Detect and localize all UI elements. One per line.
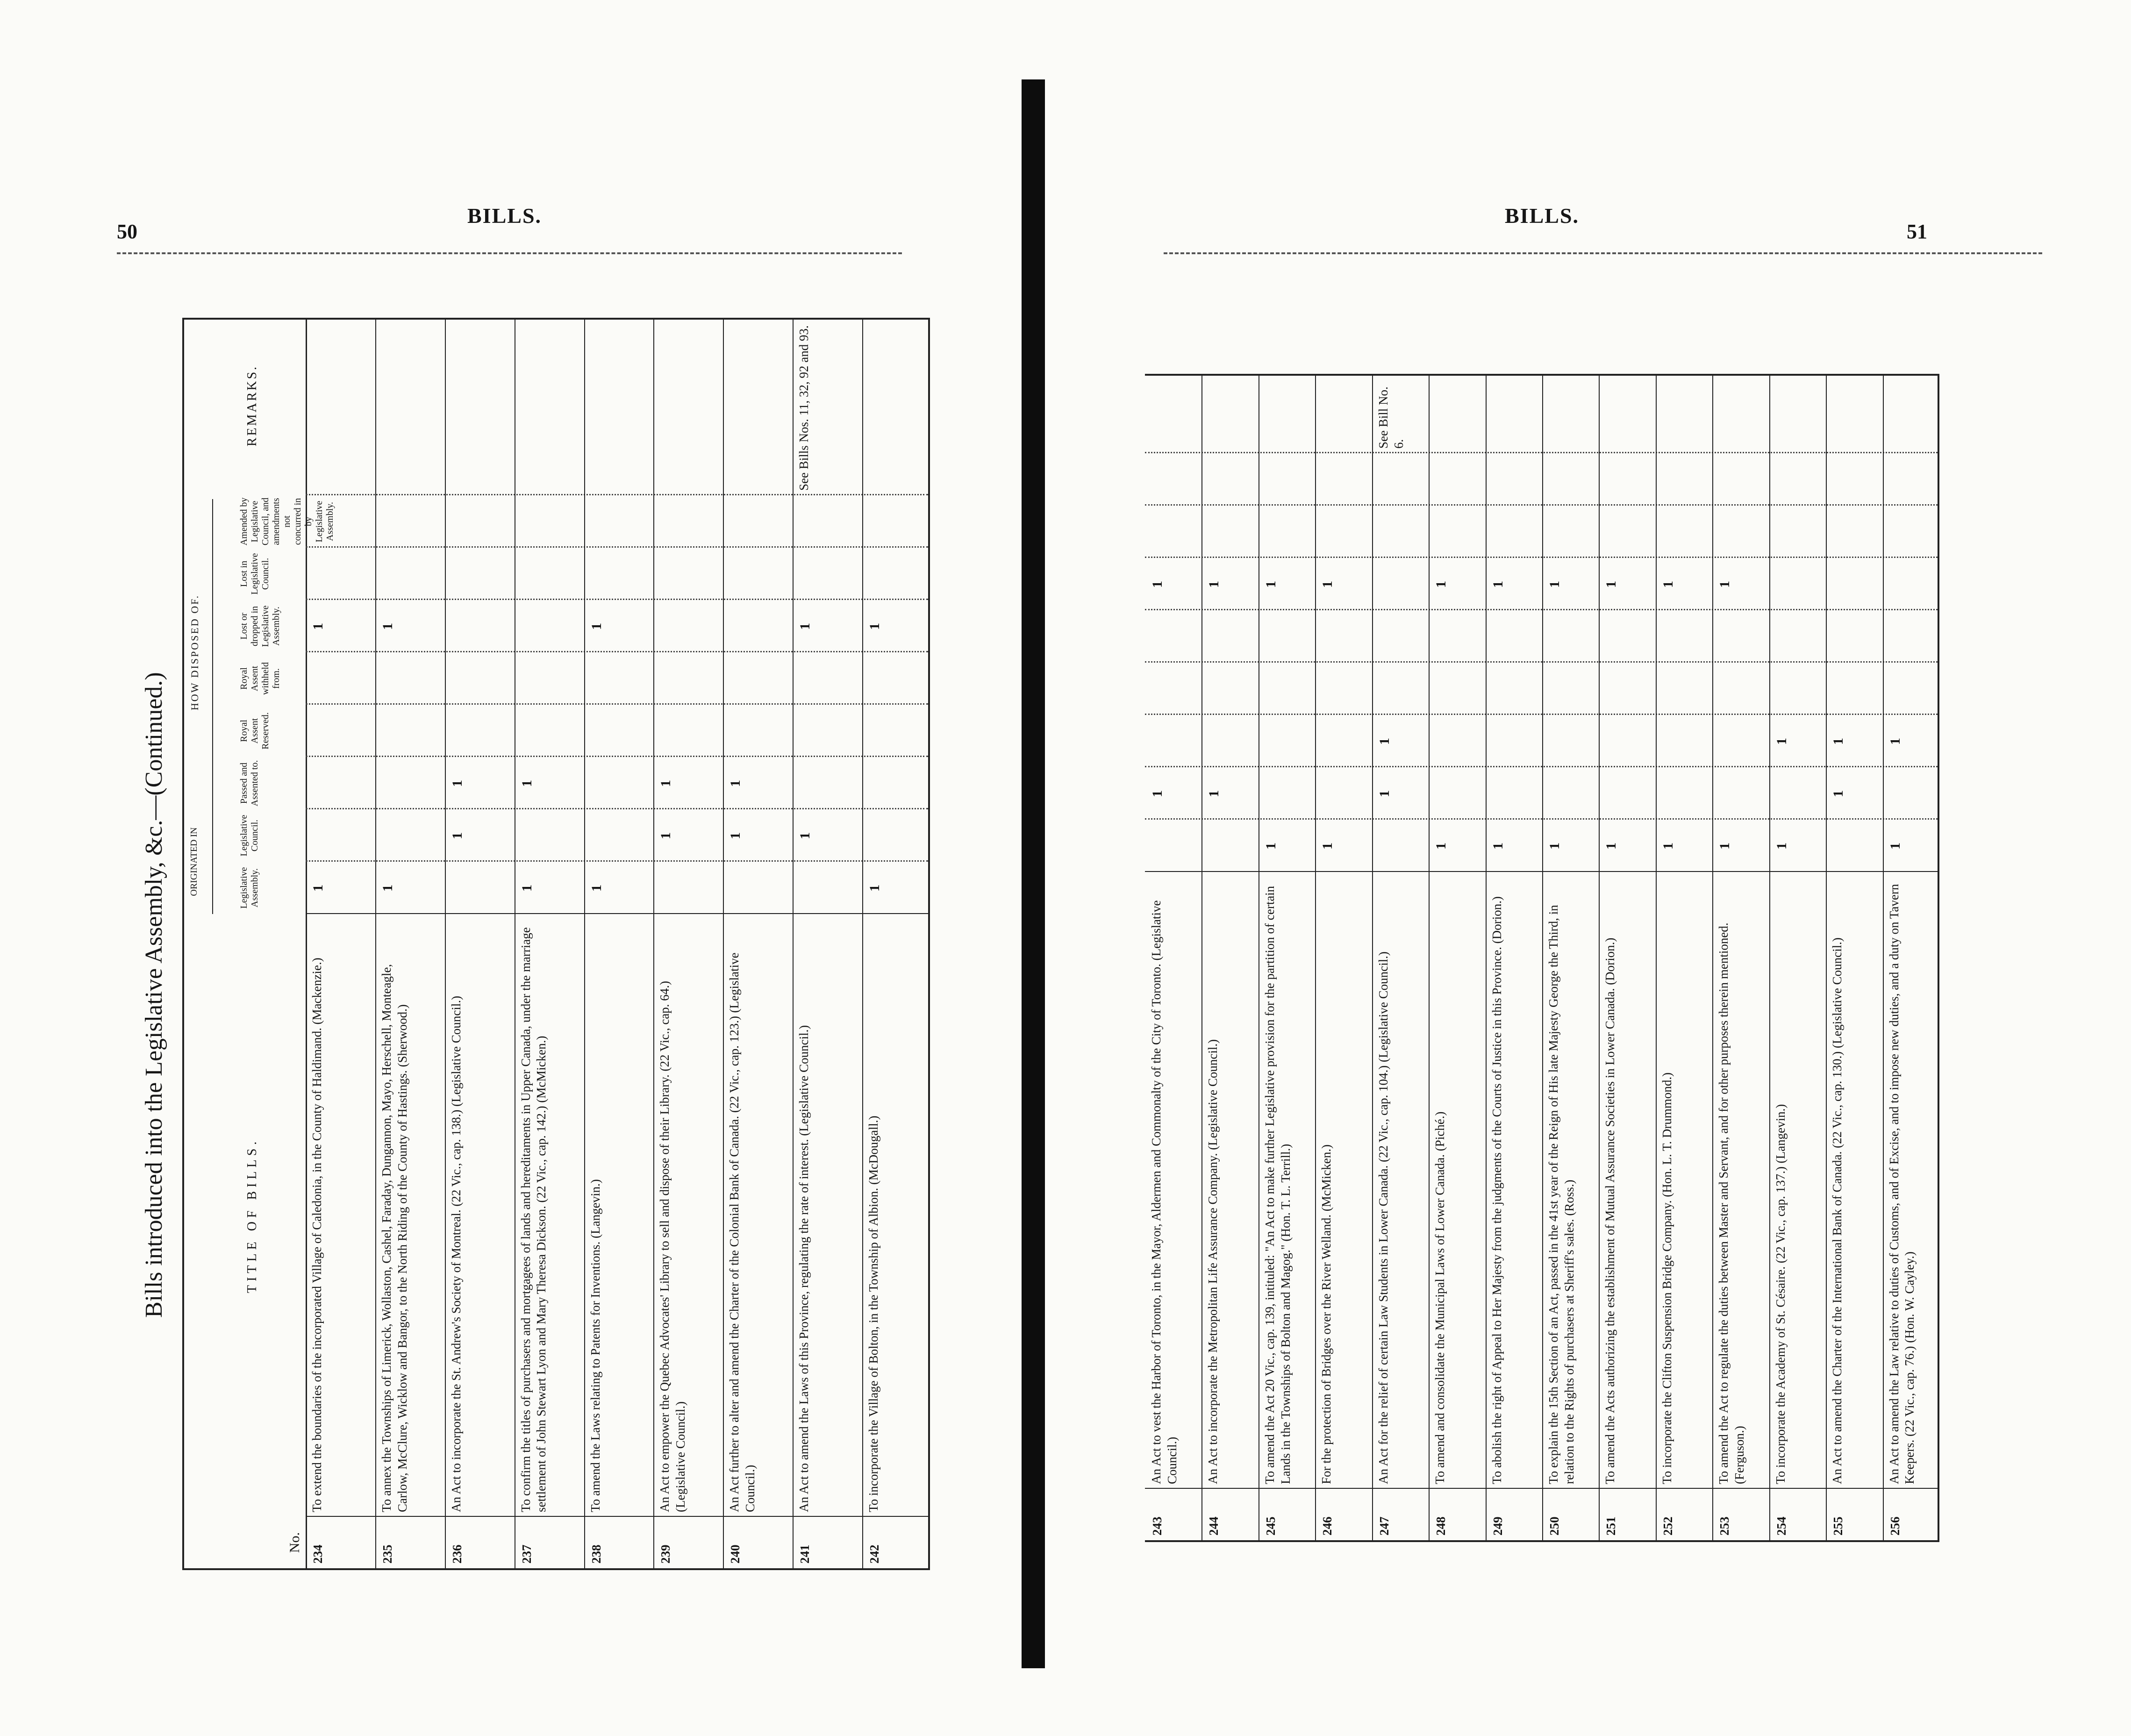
column-header-orig-la: Legislative Assembly. bbox=[239, 867, 260, 909]
row-rule bbox=[1769, 376, 1770, 1540]
tally-mark: 1 bbox=[1490, 843, 1506, 850]
column-header-lost-la: Lost or dropped in Legislative Assembly. bbox=[239, 605, 281, 647]
row-rule bbox=[723, 320, 724, 1568]
column-group-originated: ORIGINATED IN bbox=[189, 827, 199, 896]
bill-number: 247 bbox=[1377, 1516, 1391, 1536]
group-header-rule bbox=[212, 499, 213, 914]
tally-mark: 1 bbox=[797, 623, 813, 630]
column-rule bbox=[306, 913, 928, 914]
bill-title: To amend the Act 20 Vic., cap. 139, intituled: "An Act to make further Legislative provision for the partition of certain Lands in the Townships of Bolton and Magog." (Hon. T. L. Terrill.) bbox=[1262, 886, 1293, 1484]
bill-number: 234 bbox=[311, 1544, 325, 1564]
tally-mark: 1 bbox=[867, 623, 883, 630]
tally-mark: 1 bbox=[588, 885, 604, 892]
tally-mark: 1 bbox=[519, 780, 535, 787]
column-header-remarks: REMARKS. bbox=[245, 364, 259, 447]
bill-number: 254 bbox=[1774, 1516, 1788, 1536]
bill-title: To amend and consolidate the Municipal Laws of Lower Canada. (Piché.) bbox=[1433, 1111, 1447, 1484]
column-rule bbox=[1145, 871, 1938, 872]
tally-mark: 1 bbox=[1490, 581, 1506, 588]
bill-number: 244 bbox=[1207, 1516, 1221, 1536]
column-group-how-disposed: HOW DISPOSED OF. bbox=[189, 594, 200, 711]
tally-mark: 1 bbox=[1887, 738, 1903, 745]
row-rule bbox=[584, 320, 585, 1568]
row-rule bbox=[1486, 376, 1487, 1540]
column-header-withheld: Royal Assent withheld from. bbox=[239, 662, 281, 695]
row-rule bbox=[1315, 376, 1316, 1540]
tally-mark: 1 bbox=[379, 885, 395, 892]
tally-mark: 1 bbox=[1263, 581, 1279, 588]
row-rule bbox=[1429, 376, 1430, 1540]
bill-title: An Act to incorporate the Metropolitan Life Assurance Company. (Legislative Council.) bbox=[1206, 1039, 1220, 1484]
bill-title: An Act to empower the Quebec Advocates' Library to sell and dispose of their Library. (22 Vic., cap. 64.) (Legislative Council.) bbox=[658, 981, 688, 1512]
tally-mark: 1 bbox=[1433, 843, 1449, 850]
bill-title: An Act to incorporate the St. Andrew's Society of Montreal. (22 Vic., cap. 138.) (Legislative Council.) bbox=[449, 996, 463, 1512]
bill-number: 252 bbox=[1660, 1516, 1675, 1536]
bill-title: An Act for the relief of certain Law Students in Lower Canada. (22 Vic., cap. 104.) (Legislative Council.) bbox=[1376, 951, 1390, 1484]
column-header-reserved: Royal Assent Reserved. bbox=[239, 712, 271, 750]
left-page bbox=[0, 0, 1019, 1736]
bill-title: To amend the Act to regulate the duties between Master and Servant, and for other purposes therein mentioned. (Ferguson.) bbox=[1716, 922, 1747, 1484]
tally-mark: 1 bbox=[797, 832, 813, 839]
bill-number: 253 bbox=[1717, 1516, 1732, 1536]
tally-mark: 1 bbox=[519, 885, 535, 892]
tally-mark: 1 bbox=[728, 780, 744, 787]
column-rule bbox=[1145, 452, 1938, 453]
bill-title: To incorporate the Academy of St. Césaire. (22 Vic., cap. 137.) (Langevin.) bbox=[1773, 1104, 1788, 1484]
column-header-title: TITLE OF BILLS. bbox=[245, 1137, 259, 1293]
bill-number: 237 bbox=[519, 1544, 534, 1564]
left-bills-table bbox=[182, 318, 930, 1570]
bill-title: To amend the Laws relating to Patents for Inventions. (Langevin.) bbox=[588, 1179, 602, 1512]
bill-title: To amend the Acts authorizing the establishment of Mutual Assurance Societies in Lower Canada. (Dorion.) bbox=[1603, 937, 1617, 1484]
row-rule bbox=[1542, 376, 1543, 1540]
tally-mark: 1 bbox=[449, 832, 465, 839]
bill-number: 235 bbox=[380, 1544, 394, 1564]
row-rule bbox=[793, 320, 794, 1568]
bill-number: 236 bbox=[450, 1544, 464, 1564]
row-rule bbox=[653, 320, 654, 1568]
remarks-text: See Bill No. 6. bbox=[1376, 386, 1406, 449]
bill-title: To extend the boundaries of the incorporated Village of Caledonia, in the County of Haldimand. (Mackenzie.) bbox=[310, 957, 324, 1512]
tally-mark: 1 bbox=[1320, 843, 1336, 850]
tally-mark: 1 bbox=[1603, 843, 1619, 850]
row-rule bbox=[1712, 376, 1713, 1540]
bill-number: 248 bbox=[1434, 1516, 1448, 1536]
row-rule bbox=[375, 320, 376, 1568]
tally-mark: 1 bbox=[1831, 790, 1846, 797]
table-caption: Bills introduced into the Legislative Assembly, &c.—(Continued.) bbox=[141, 672, 167, 1318]
column-rule bbox=[306, 860, 928, 862]
column-header-passed: Passed and Assented to. bbox=[239, 760, 260, 807]
row-rule bbox=[1372, 376, 1373, 1540]
tally-mark: 1 bbox=[1547, 581, 1562, 588]
header-rule-left bbox=[117, 252, 902, 254]
tally-mark: 1 bbox=[449, 780, 465, 787]
bill-title: To confirm the titles of purchasers and mortgagees of lands and hereditaments in Upper Canada, under the marriage settlement of John Stewart Lyon and Mary Theresa Dickson. (22 Vic., cap. 142.) (McMicken.) bbox=[518, 927, 549, 1512]
column-rule bbox=[1145, 714, 1938, 715]
tally-mark: 1 bbox=[1717, 843, 1733, 850]
row-rule bbox=[1599, 376, 1600, 1540]
bill-title: An Act to vest the Harbor of Toronto, in the Mayor, Aldermen and Commonalty of the City of Toronto. (Legislative Council.) bbox=[1149, 900, 1179, 1484]
row-rule bbox=[1201, 376, 1202, 1540]
tally-mark: 1 bbox=[1717, 581, 1733, 588]
tally-mark: 1 bbox=[1773, 738, 1789, 745]
row-rule bbox=[445, 320, 446, 1568]
column-rule bbox=[1145, 818, 1938, 820]
row-rule bbox=[1826, 376, 1827, 1540]
bill-number: 245 bbox=[1263, 1516, 1278, 1536]
column-header-orig-lc: Legislative Council. bbox=[239, 814, 260, 857]
tally-mark: 1 bbox=[658, 832, 674, 839]
page-number-left: 50 bbox=[117, 220, 137, 243]
column-rule bbox=[1145, 557, 1938, 558]
bill-number: 238 bbox=[589, 1544, 603, 1564]
tally-mark: 1 bbox=[728, 832, 744, 839]
tally-mark: 1 bbox=[1150, 790, 1165, 797]
tally-mark: 1 bbox=[1320, 581, 1336, 588]
column-rule bbox=[306, 494, 928, 495]
column-rule bbox=[1145, 766, 1938, 767]
header-rule-right bbox=[1164, 252, 2042, 254]
bill-number: 240 bbox=[728, 1544, 743, 1564]
tally-mark: 1 bbox=[1660, 843, 1676, 850]
tally-mark: 1 bbox=[310, 623, 326, 630]
bill-number: 249 bbox=[1490, 1516, 1505, 1536]
row-rule bbox=[1656, 376, 1657, 1540]
tally-mark: 1 bbox=[1773, 843, 1789, 850]
tally-mark: 1 bbox=[1206, 581, 1222, 588]
column-rule bbox=[306, 546, 928, 548]
column-rule bbox=[306, 1516, 928, 1517]
bill-title: An Act to amend the Charter of the International Bank of Canada. (22 Vic., cap. 130.) (Legislative Council.) bbox=[1830, 937, 1845, 1484]
bill-number: 239 bbox=[658, 1544, 673, 1564]
tally-mark: 1 bbox=[1376, 738, 1392, 745]
column-rule bbox=[306, 599, 928, 600]
column-header-lost-lc: Lost in Legislative Council. bbox=[239, 553, 271, 595]
bill-number: 255 bbox=[1831, 1516, 1845, 1536]
bill-number: 256 bbox=[1888, 1516, 1902, 1536]
bill-number: 246 bbox=[1320, 1516, 1335, 1536]
right-bills-table bbox=[1145, 374, 1939, 1542]
tally-mark: 1 bbox=[1660, 581, 1676, 588]
column-rule bbox=[1145, 504, 1938, 506]
tally-mark: 1 bbox=[1376, 790, 1392, 797]
column-rule bbox=[306, 703, 928, 705]
row-rule bbox=[862, 320, 863, 1568]
column-header-no: No. bbox=[287, 1532, 302, 1553]
tally-mark: 1 bbox=[1831, 738, 1846, 745]
bill-title: To incorporate the Village of Bolton, in the Township of Albion. (McDougall.) bbox=[866, 1115, 881, 1512]
bill-title: An Act to amend the Laws of this Province, regulating the rate of interest. (Legislative Council.) bbox=[797, 1025, 811, 1512]
column-rule bbox=[306, 808, 928, 809]
bill-number: 250 bbox=[1547, 1516, 1561, 1536]
running-head-left: BILLS. bbox=[467, 204, 542, 228]
bill-title: An Act further to alter and amend the Charter of the Colonial Bank of Canada. (22 Vic., cap. 123.) (Legislative Council.) bbox=[727, 952, 758, 1512]
running-head-right: BILLS. bbox=[1505, 204, 1580, 228]
tally-mark: 1 bbox=[1150, 581, 1165, 588]
bill-title: To incorporate the Clifton Suspension Bridge Company. (Hon. L. T. Drummond.) bbox=[1659, 1072, 1674, 1484]
tally-mark: 1 bbox=[1206, 790, 1222, 797]
tally-mark: 1 bbox=[1433, 581, 1449, 588]
column-rule bbox=[1145, 661, 1938, 663]
tally-mark: 1 bbox=[379, 623, 395, 630]
page-number-right: 51 bbox=[1907, 220, 1927, 243]
bill-title: To abolish the right of Appeal to Her Majesty from the judgments of the Courts of Justice in this Province. (Dorion.) bbox=[1489, 896, 1504, 1484]
row-rule bbox=[1883, 376, 1884, 1540]
bill-title: To explain the 15th Section of an Act, passed in the 41st year of the Reign of His late Majesty George the Third, in relation to the Rights of purchasers at Sheriff's sales. (Ross.) bbox=[1546, 905, 1576, 1484]
bill-title: To annex the Townships of Limerick, Wollaston, Cashel, Faraday, Dungannon, Mayo, Herschell, Monteagle, Carlow, McClure, Wicklow and Bangor, to the North Riding of the County of Hastings. (Sherwood.) bbox=[379, 964, 409, 1512]
tally-mark: 1 bbox=[658, 780, 674, 787]
bill-number: 243 bbox=[1150, 1516, 1164, 1536]
column-rule bbox=[306, 651, 928, 652]
right-page bbox=[1047, 0, 2131, 1736]
tally-mark: 1 bbox=[1547, 843, 1562, 850]
bill-number: 242 bbox=[867, 1544, 882, 1564]
column-rule bbox=[306, 756, 928, 757]
column-rule bbox=[1145, 609, 1938, 610]
remarks-text: See Bills Nos. 11, 32, 92 and 93. bbox=[797, 325, 811, 491]
bill-title: An Act to amend the Law relative to duties of Customs, and of Excise, and to impose new duties, and a duty on Tavern Keepers. (22 Vic., cap. 76.) (Hon. W. Cayley.) bbox=[1887, 884, 1917, 1484]
bill-number: 251 bbox=[1604, 1516, 1618, 1536]
bill-number: 241 bbox=[798, 1544, 812, 1564]
column-header-amended-lc: Amended by Legislative Council, and amendments not concurred in by Legislative Assembly. bbox=[239, 497, 335, 546]
bill-title: For the protection of Bridges over the River Welland. (McMicken.) bbox=[1319, 1144, 1334, 1484]
page-gutter bbox=[1022, 79, 1045, 1668]
tally-mark: 1 bbox=[1887, 843, 1903, 850]
column-rule bbox=[1145, 1488, 1938, 1489]
tally-mark: 1 bbox=[588, 623, 604, 630]
tally-mark: 1 bbox=[310, 885, 326, 892]
tally-mark: 1 bbox=[1603, 581, 1619, 588]
tally-mark: 1 bbox=[1263, 843, 1279, 850]
tally-mark: 1 bbox=[867, 885, 883, 892]
